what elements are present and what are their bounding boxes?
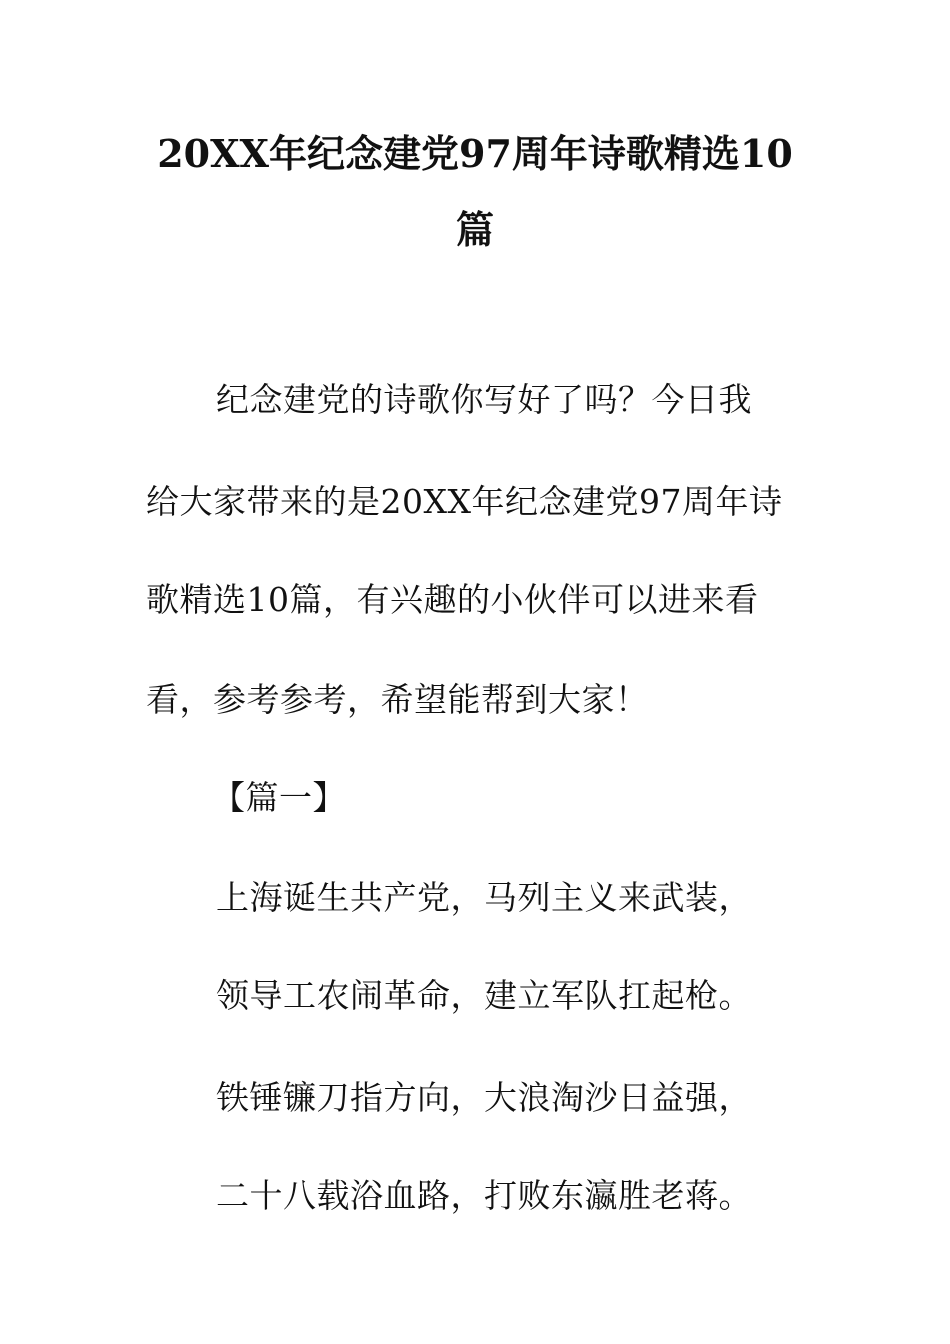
intro-line-1: 纪念建党的诗歌你写好了吗？今日我 (216, 380, 752, 419)
document-title-line-1: 20XX年纪念建党97周年诗歌精选10 (157, 131, 793, 176)
poem-line-1: 上海诞生共产党，马列主义来武装， (216, 878, 752, 917)
section-heading: 【篇一】 (212, 778, 346, 817)
intro-line-4: 看，参考参考，希望能帮到大家！ (146, 680, 649, 719)
poem-line-4: 二十八载浴血路，打败东瀛胜老蒋。 (216, 1176, 752, 1215)
intro-line-2: 给大家带来的是20XX年纪念建党97周年诗 (146, 482, 783, 521)
poem-line-3: 铁锤镰刀指方向，大浪淘沙日益强， (216, 1078, 752, 1117)
poem-line-2: 领导工农闹革命，建立军队扛起枪。 (216, 976, 752, 1015)
intro-line-3: 歌精选10篇，有兴趣的小伙伴可以进来看 (146, 580, 759, 619)
document-title-line-2: 篇 (455, 207, 494, 252)
